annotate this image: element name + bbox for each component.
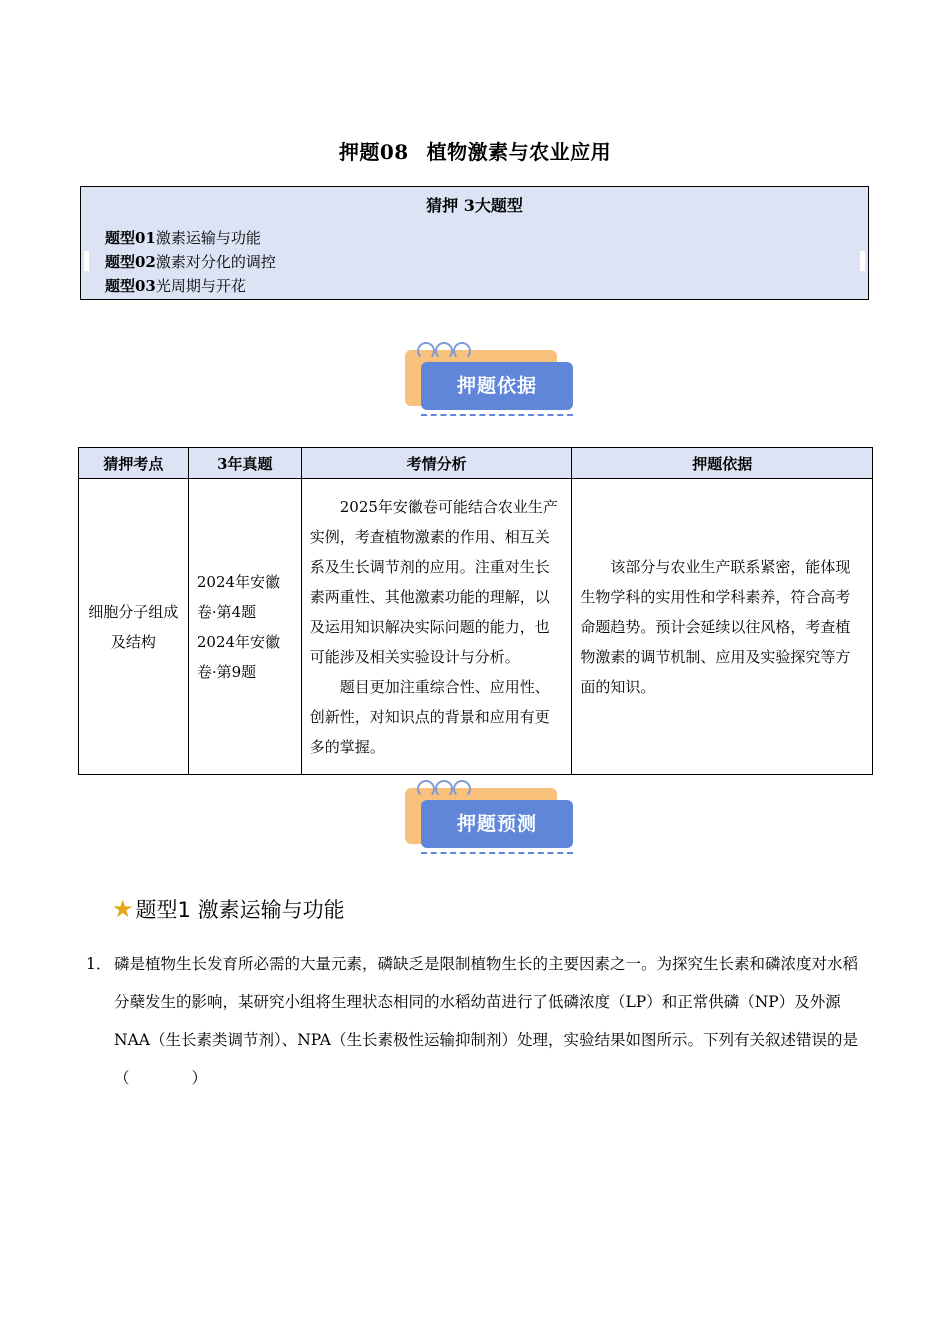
guess-summary-box: [80, 186, 869, 300]
basis-cell: [572, 479, 873, 775]
banner-label: 押题依据: [456, 375, 537, 397]
ring-icon: [453, 342, 471, 360]
header-cell: 押题依据: [572, 448, 873, 479]
banner-dash: [421, 414, 573, 416]
analysis-paragraph: 题目更加注重综合性、应用性、创新性，对知识点的背景和应用有更多的掌握。: [309, 677, 550, 756]
ring-icon: [435, 342, 453, 360]
ring-icon: [435, 780, 453, 798]
guess-item: 题型02激素对分化的调控: [105, 253, 276, 271]
banner-label: 押题预测: [456, 813, 537, 835]
table-row: [79, 479, 873, 775]
guess-heading: 猜押 3大题型: [426, 196, 523, 215]
header-cell: 猜押考点: [79, 448, 189, 479]
margin-marker: [860, 251, 865, 271]
question-1: [86, 945, 866, 1097]
exam-item: 2024年安徽卷·第4题: [196, 572, 281, 621]
question-text: 磷是植物生长发育所必需的大量元素，磷缺乏是限制植物生长的主要因素之一。为探究生长素和磷浓度对水稻分蘖发生的影响，某研究小组将生理状态相同的水稻幼苗进行了低磷浓度（LP）和正常供磷（NP）及外源NAA（生长素类调节剂）、NPA（生长素极性运输抑制剂）处理，实验结果如图所示。下列有关叙述错误的是（ ）: [114, 955, 859, 1087]
exams-cell: [188, 479, 301, 775]
page-title: 押题08 植物激素与农业应用: [338, 140, 612, 164]
point-cell: 细胞分子组成及结构: [79, 479, 189, 775]
basis-banner: [405, 342, 577, 422]
forecast-banner: [405, 780, 577, 860]
analysis-paragraph: 2025年安徽卷可能结合农业生产实例，考查植物激素的作用、相互关系及生长调节剂的应用。注重对生长素两重性、其他激素功能的理解，以及运用知识解决实际问题的能力，也可能涉及相关实验设计与分析。: [309, 497, 558, 666]
guess-item: 题型01激素运输与功能: [105, 229, 261, 247]
exam-item: 2024年安徽卷·第9题: [196, 632, 281, 681]
margin-marker: [84, 251, 89, 271]
ring-icon: [417, 342, 435, 360]
guess-item: 题型03光周期与开花: [105, 277, 246, 295]
banner-dash: [421, 852, 573, 854]
header-cell: 考情分析: [301, 448, 572, 479]
header-cell: 3年真题: [188, 448, 301, 479]
ring-icon: [417, 780, 435, 798]
star-icon: ★: [112, 895, 134, 923]
table-header-row: [79, 448, 873, 479]
basis-table: [78, 447, 873, 775]
analysis-cell: [301, 479, 572, 775]
basis-paragraph: 该部分与农业生产联系紧密，能体现生物学科的实用性和学科素养，符合高考命题趋势。预计会延续以往风格，考查植物激素的调节机制、应用及实验探究等方面的知识。: [580, 557, 851, 696]
section-heading: ★题型1 激素运输与功能: [112, 895, 345, 923]
question-number: 1．: [86, 955, 112, 973]
ring-icon: [453, 780, 471, 798]
